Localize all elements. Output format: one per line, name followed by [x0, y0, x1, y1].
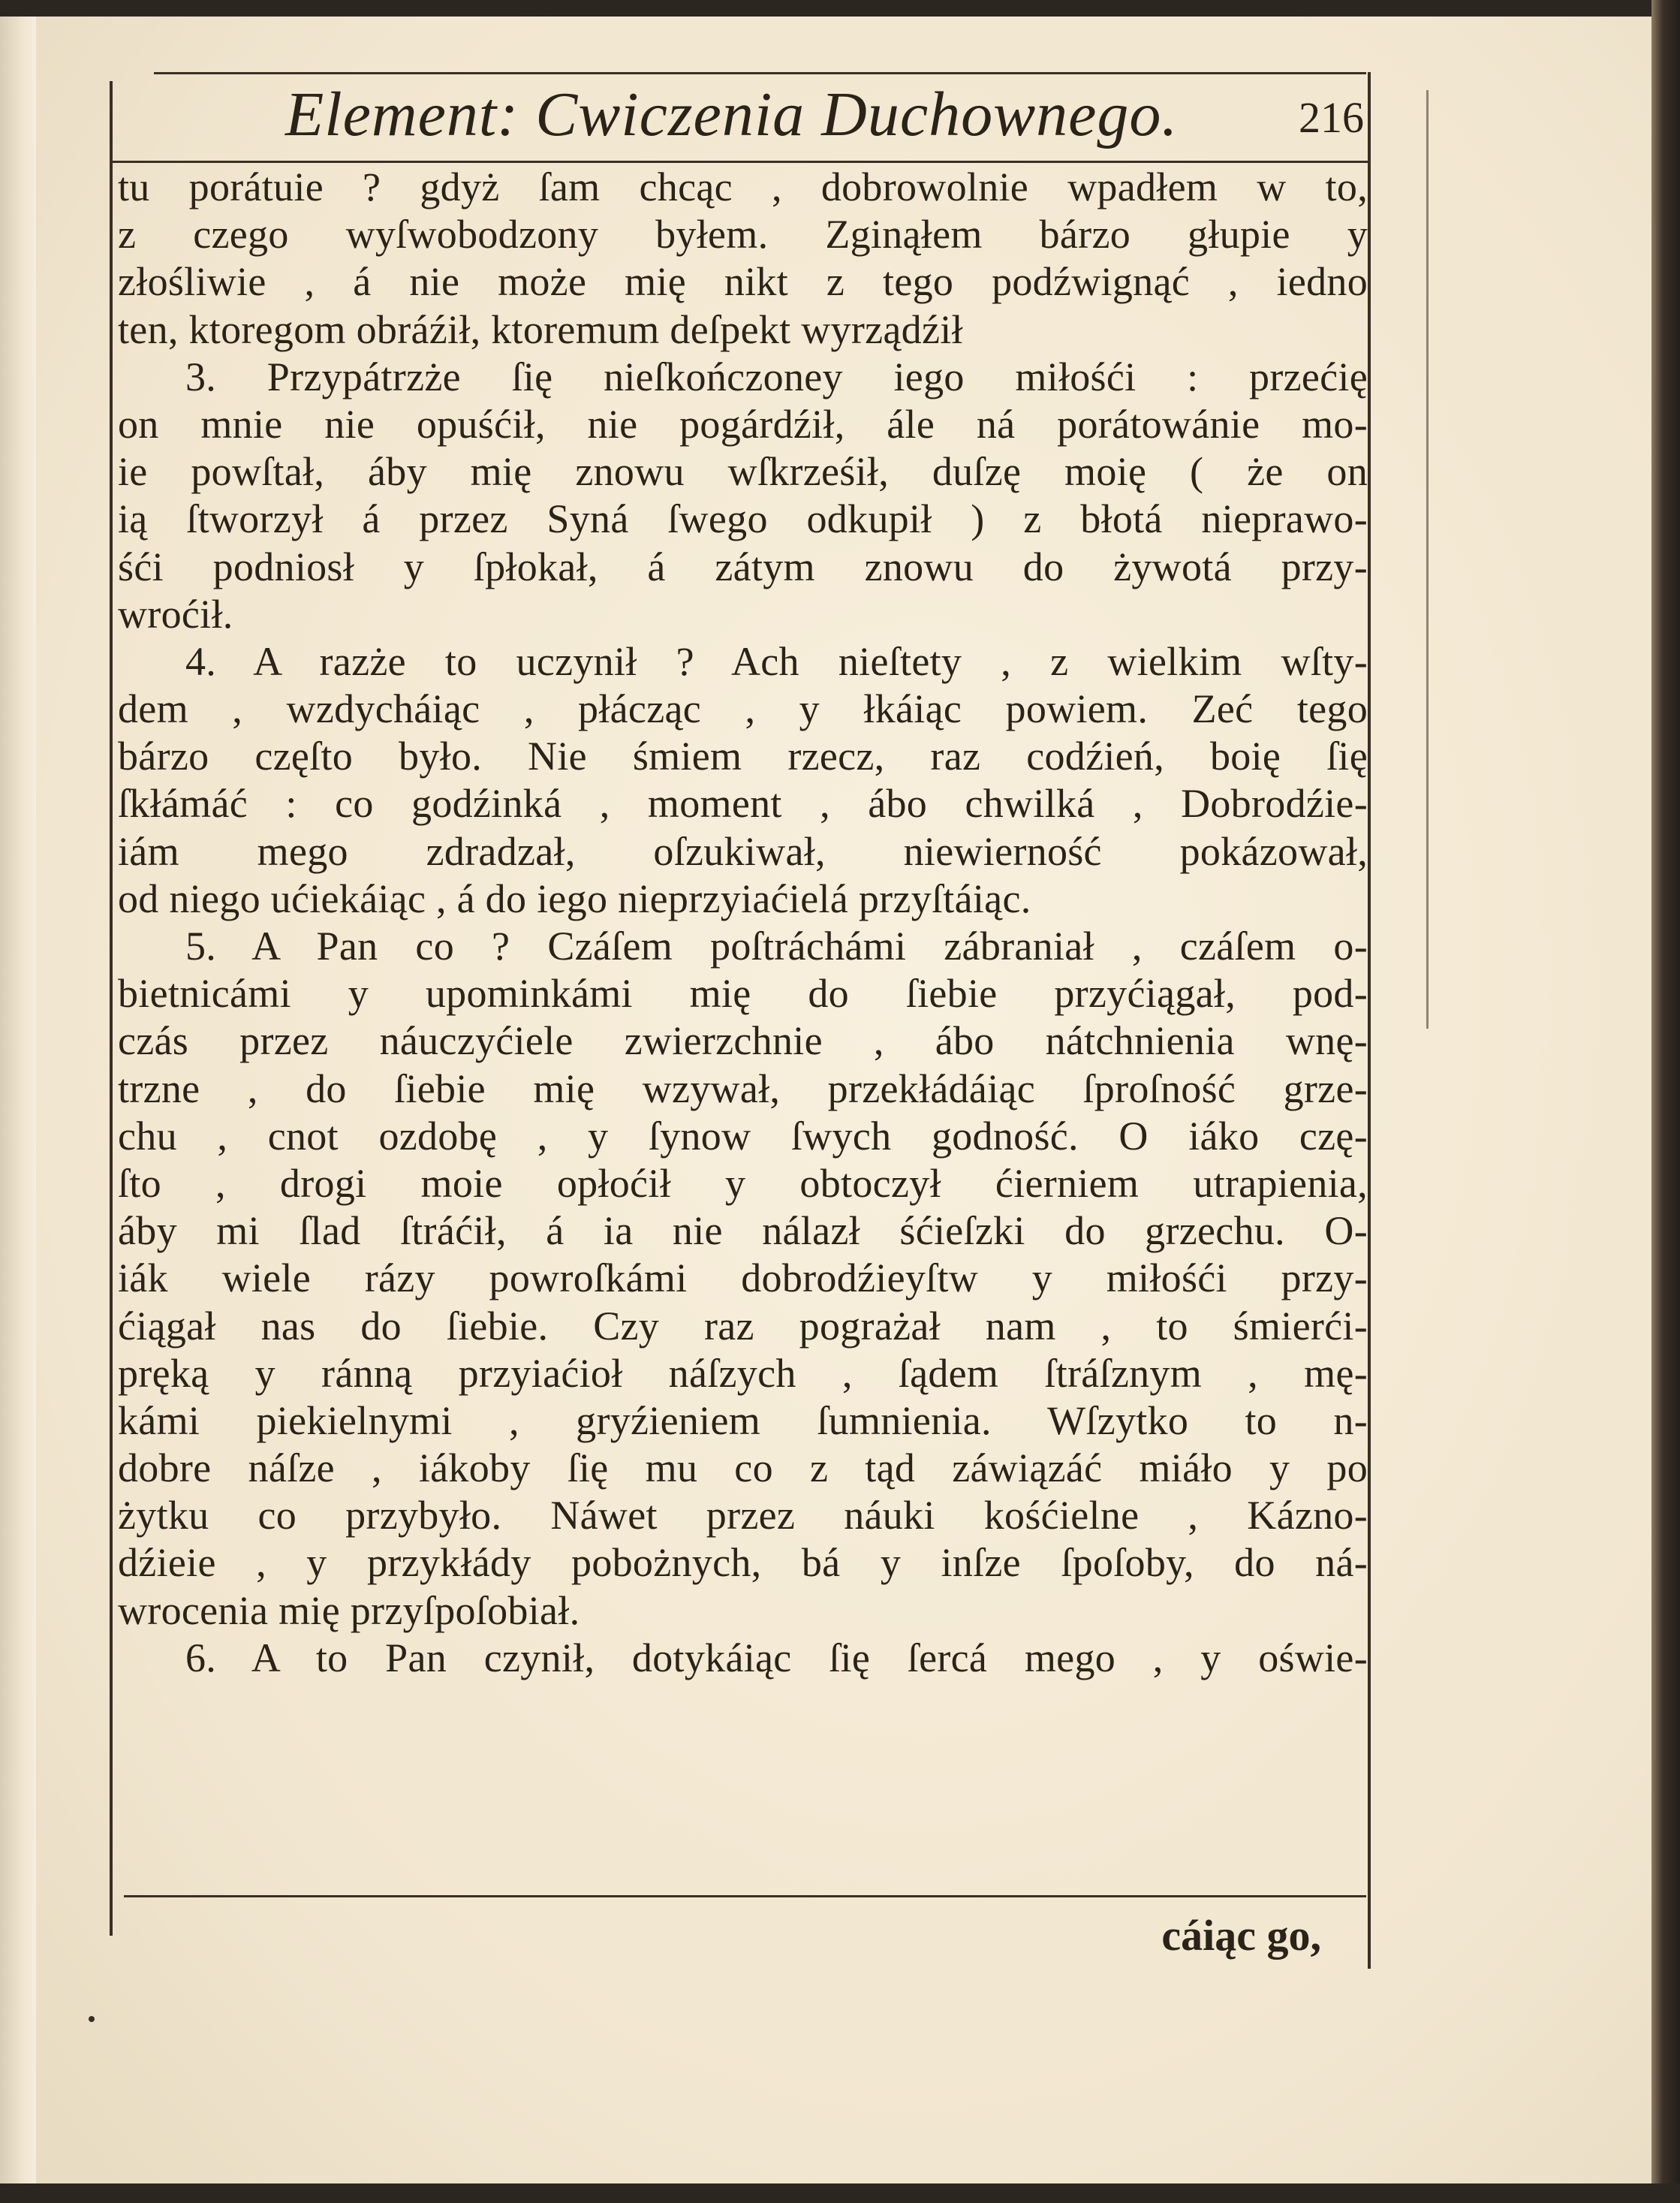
text-line: tu porátuie ? gdyż ſam chcąc , dobrowolnie wpadłem w to,	[118, 164, 1368, 209]
text-line: ie powſtał, áby mię znowu wſkrześił, duſzę moię ( że on	[118, 449, 1368, 495]
text-line: wroćił.	[118, 591, 233, 637]
text-line: żytku co przybyło. Náwet przez náuki kośćielne , Kázno-	[118, 1493, 1368, 1538]
text-line: chu , cnot ozdobę , y ſynow ſwych godność. O iáko czę-	[118, 1113, 1368, 1159]
scan-border-bottom	[0, 2183, 1680, 2203]
catchword: cáiąc go,	[1161, 1911, 1321, 1960]
text-line: pręką y ránną przyiaćioł náſzych , ſądem ſtráſznym , mę-	[118, 1350, 1368, 1396]
text-line: czás przez náuczyćiele zwierzchnie , ábo nátchnienia wnę-	[118, 1018, 1368, 1064]
text-line: ſkłámáć : co godźinká , moment , ábo chwilká , Dobrodźie-	[118, 781, 1368, 827]
text-line: ćiągał nas do ſiebie. Czy raz pograżał nam , to śmierći-	[118, 1303, 1368, 1349]
text-line: kámi piekielnymi , gryźieniem ſumnienia. Wſzytko to n-	[118, 1397, 1368, 1443]
text-line: áby mi ſlad ſtráćił, á ia nie nálazł śćieſzki do grzechu. O-	[118, 1208, 1368, 1254]
text-line: z czego wyſwobodzony byłem. Zginąłem bárzo głupie y	[118, 212, 1368, 258]
text-line: od niego ućiekáiąc , á do iego nieprzyiaćielá przyſtáiąc.	[118, 875, 1031, 921]
scan-border-top	[0, 0, 1680, 17]
text-line: bárzo częſto było. Nie śmiem rzecz, raz codźień, boię ſię	[118, 734, 1368, 779]
frame-rule-right	[1368, 72, 1371, 1969]
running-header-title: Element: Cwiczenia Duchownego.	[285, 80, 1179, 149]
text-line: 6. A to Pan czynił, dotykáiąc ſię ſercá mego , y oświe-	[185, 1635, 1368, 1680]
text-line: dźieie , y przykłády pobożnych, bá y inſze ſpoſoby, do ná-	[118, 1540, 1368, 1586]
text-line: trzne , do ſiebie mię wzywał, przekłádáiąc ſproſność grze-	[118, 1065, 1368, 1111]
text-line: ſto , drogi moie opłoćił y obtoczył ćierniem utrapienia,	[118, 1160, 1368, 1206]
text-line: 5. A Pan co ? Czáſem poſtráchámi zábraniał , czáſem o-	[185, 924, 1368, 969]
text-line: wrocenia mię przyſpoſobiał.	[118, 1587, 580, 1633]
page-number: 216	[1299, 93, 1364, 142]
text-line: 4. A razże to uczynił ? Ach nieſtety , z wielkim wſty-	[185, 638, 1368, 684]
text-line: śći podniosł y ſpłokał, á zátym znowu do żywotá przy-	[118, 544, 1368, 589]
text-line: on mnie nie opuśćił, nie pogárdźił, ále ná porátowánie mo-	[118, 401, 1368, 447]
text-line: złośliwie , á nie może mię nikt z tego podźwignąć , iedno	[118, 259, 1368, 305]
text-line: ią ſtworzył á przez Syná ſwego odkupił ) z błotá nieprawo-	[118, 496, 1368, 542]
scan-border-right	[1651, 0, 1680, 2203]
text-line: 3. Przypátrzże ſię nieſkończoney iego miłośći : przećię	[185, 354, 1368, 399]
header-rule-bottom	[113, 161, 1368, 163]
text-line: iák wiele rázy powroſkámi dobrodźieyſtw y miłośći przy-	[118, 1255, 1368, 1301]
text-line: dem , wzdycháiąc , płácząc , y łkáiąc powiem. Zeć tego	[118, 686, 1368, 732]
book-spine-shadow	[0, 0, 36, 2203]
footer-rule	[124, 1895, 1366, 1897]
frame-rule-right-outer	[1426, 90, 1429, 1029]
text-line: iám mego zdradzał, oſzukiwał, niewierność pokázował,	[118, 828, 1368, 874]
ink-spot	[89, 2016, 95, 2022]
text-line: dobre náſze , iákoby ſię mu co z tąd záwiązáć miáło y po	[118, 1445, 1368, 1491]
frame-rule-left	[110, 81, 113, 1936]
text-line: bietnicámi y upominkámi mię do ſiebie przyćiągał, pod-	[118, 971, 1368, 1017]
text-line: ten, ktoregom obráźił, ktoremum deſpekt wyrządźił	[118, 306, 963, 352]
body-text	[118, 164, 1368, 1682]
